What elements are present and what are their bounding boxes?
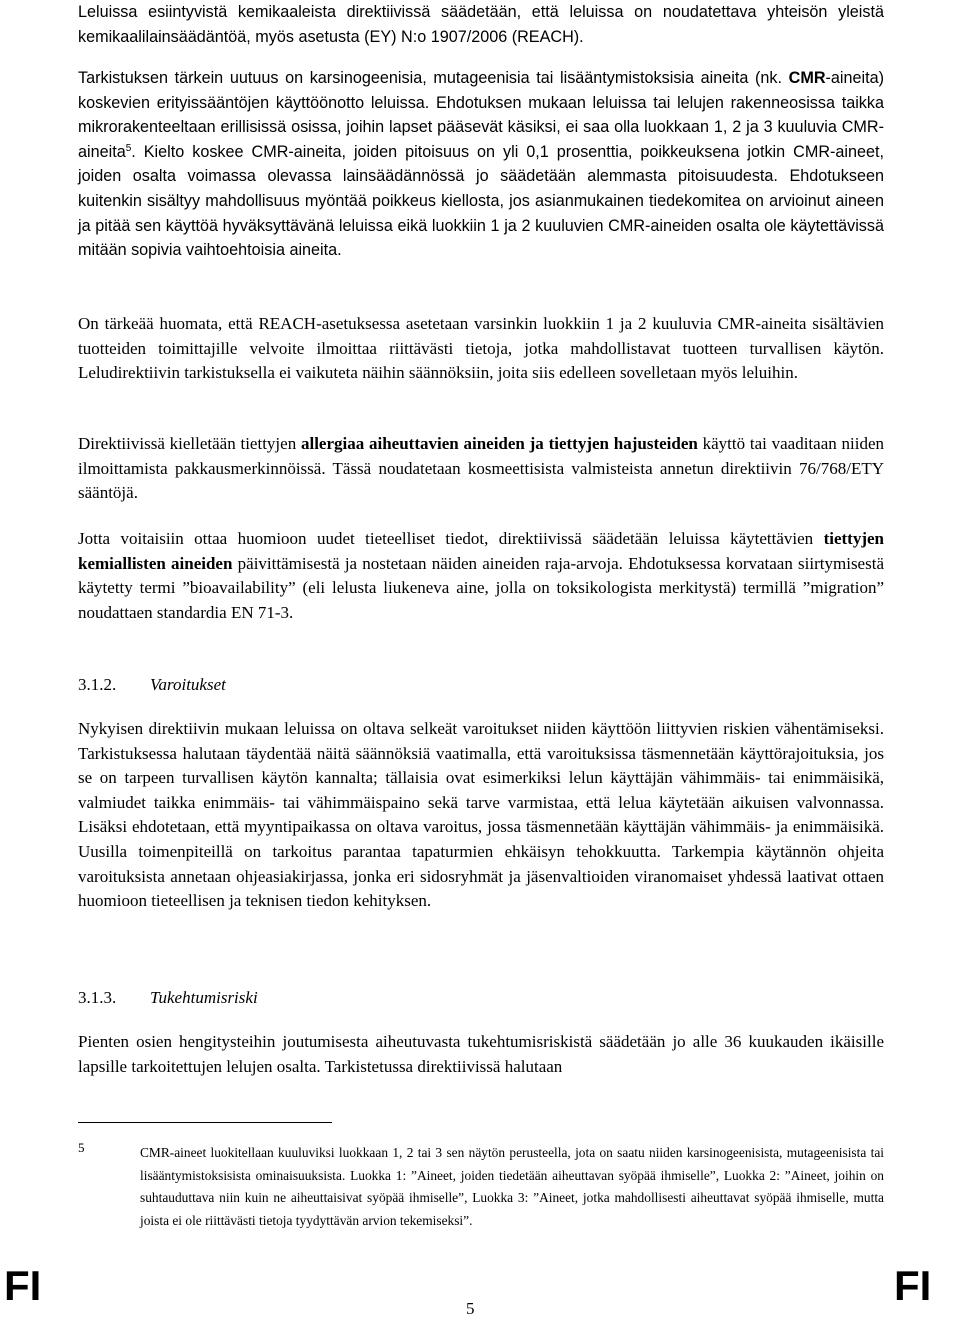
cmr-text-part2: -aineita) koskevien erityissääntöjen käyttöönotto leluissa. Ehdotuksen mukaan leluissa tai lelujen rakenneosissa taikka mikrorakenteeltaan erillisissä osissa, joihin lapset pääsevät käsiksi, ei saa olla luokkaan 1, 2 ja 3 kuuluvia CMR-aineita bbox=[78, 69, 884, 161]
chemicals-text-part1: Jotta voitaisiin ottaa huomioon uudet tieteelliset tiedot, direktiivissä säädetään leluissa käytettävien bbox=[78, 529, 824, 548]
paragraph-choking bbox=[78, 1030, 884, 1079]
section-heading-warnings bbox=[78, 673, 226, 697]
footnote-number: 5 bbox=[78, 1140, 85, 1155]
paragraph-allergens bbox=[78, 432, 884, 506]
paragraph-allergens-text bbox=[78, 432, 884, 506]
paragraph-chemicals bbox=[78, 527, 884, 625]
section-heading-choking bbox=[78, 986, 258, 1010]
page-number: 5 bbox=[466, 1299, 475, 1318]
paragraph-warnings-text: Nykyisen direktiivin mukaan leluissa on oltava selkeät varoitukset niiden käyttöön liittyvien riskien vähentämiseksi. Tarkistuksessa halutaan täydentää näitä säännöksiä vaatimalla, että varoituksissa täsmennetään käyttörajoituksia, jos se on tarpeen turvallisen käytön kannalta; tällaisia ovat esimerkiksi lelun käyttäjän vähimmäis- tai enimmäisikä, valmiudet taikka enimmäis- tai vähimmäispaino sekä tarve varmistaa, että lelua käytetään aikuisen valvonnassa. Lisäksi ehdotetaan, että myyntipaikassa on oltava varoitus, jossa täsmennetään käyttäjän vähimmäis- ja enimmäisikä. Uusilla toimenpiteillä on tarkoitus parantaa tapaturmien ehkäisyn tehokkuutta. Tarkempia käytännön ohjeita varoituksista annetaan ohjeasiakirjassa, jonka eri sidosryhmät ja jäsenvaltioiden viranomaiset yhdessä laativat ottaen huomioon tieteellisen ja teknisen tiedon kehityksen. bbox=[78, 719, 884, 911]
paragraph-chemicals-text bbox=[78, 527, 884, 625]
section-title: Tukehtumisriski bbox=[150, 988, 258, 1007]
footnote-separator bbox=[78, 1122, 332, 1123]
paragraph-reach-obligation bbox=[78, 312, 884, 386]
section-title: Varoitukset bbox=[150, 675, 226, 694]
chemicals-bold-term: tiettyjen kemiallisten aineiden bbox=[78, 529, 884, 573]
paragraph-cmr-text bbox=[78, 66, 884, 263]
footnote-reference[interactable]: 5 bbox=[125, 142, 132, 154]
cmr-bold-term: CMR bbox=[788, 69, 826, 87]
footnote-text: CMR-aineet luokitellaan kuuluviksi luokkaan 1, 2 tai 3 sen näytön perusteella, jota on saatu niiden karsinogeenisista, mutageenisista tai lisääntymistoksisista ominaisuuksista. Luokka 1: ”Aineet, joiden tiedetään aiheuttavan syöpää ihmiselle”, Luokka 2: ”Aineet, joihin on suhtauduttava niin kuin ne aiheuttaisivat syöpää ihmiselle”, Luokka 3: ”Aineet, jotka mahdollisesti aiheuttavat syöpää ihmiselle, mutta joista ei ole riittävästi tietoja tyydyttävän arvion tekemiseksi”. bbox=[140, 1145, 884, 1228]
paragraph-choking-text: Pienten osien hengitysteihin joutumisesta aiheutuvasta tukehtumisriskistä säädetään jo alle 36 kuukauden ikäisille lapsille tarkoitettujen lelujen osalta. Tarkistetussa direktiivissä halutaan bbox=[78, 1032, 884, 1076]
paragraph-warnings bbox=[78, 717, 884, 914]
section-number: 3.1.3. bbox=[78, 988, 117, 1007]
allergens-text-part2: käyttö tai vaaditaan niiden ilmoittamista pakkausmerkinnöissä. Tässä noudatetaan kosmeettisista valmisteista annetun direktiivin 76/768/ETY sääntöjä. bbox=[78, 434, 884, 503]
language-mark-left: FI bbox=[4, 1262, 42, 1309]
paragraph-reach bbox=[78, 0, 884, 49]
paragraph-reach-obligation-text: On tärkeää huomata, että REACH-asetuksessa asetetaan varsinkin luokkiin 1 ja 2 kuuluvia CMR-aineita sisältävien tuotteiden toimittajille velvoite ilmoittaa riittävästi tietoja, jotka mahdollistavat tuotteen turvallisen käytön. Leludirektiivin tarkistuksella ei vaikuteta näihin säännöksiin, joita siis edelleen sovelletaan myös leluihin. bbox=[78, 314, 884, 383]
cmr-text-part1: Tarkistuksen tärkein uutuus on karsinogeenisia, mutageenisia tai lisääntymistoksisia aineita (nk. bbox=[78, 69, 789, 87]
cmr-text-part3: . Kielto koskee CMR-aineita, joiden pitoisuus on yli 0,1 prosenttia, poikkeuksena jotkin CMR-aineet, joiden osalta voimassa olevassa lainsäädännössä jo säädetään alemmasta pitoisuudesta. Ehdotukseen kuitenkin sisältyy mahdollisuus myöntää poikkeus kiellosta, jos asianmukainen tiedekomitea on arvioinut aineen ja pitää sen käyttöä hyväksyttävänä leluissa eikä luokkiin 1 ja 2 kuuluvien CMR-aineiden osalta ole käytettävissä mitään sopivia vaihtoehtoisia aineita. bbox=[78, 142, 884, 260]
paragraph-reach-text: Leluissa esiintyvistä kemikaaleista direktiivissä säädetään, että leluissa on noudatettava yhteisön yleistä kemikaalilainsäädäntöä, myös asetusta (EY) N:o 1907/2006 (REACH). bbox=[78, 3, 884, 46]
allergens-bold-term: allergiaa aiheuttavien aineiden ja tiettyjen hajusteiden bbox=[300, 434, 698, 453]
allergens-text-part1: Direktiivissä kielletään tiettyjen bbox=[78, 434, 301, 453]
section-number: 3.1.2. bbox=[78, 675, 117, 694]
chemicals-text-part2: päivittämisestä ja nostetaan näiden aineiden raja-arvoja. Ehdotuksessa korvataan siirtymisestä käytetty termi ”bioavailability” (eli lelusta liukeneva aine, jolla on toksikologista merkitystä) termillä ”migration” noudattaen standardia EN 71-3. bbox=[78, 553, 884, 622]
language-mark-right: FI bbox=[894, 1262, 932, 1309]
paragraph-cmr bbox=[78, 66, 884, 263]
